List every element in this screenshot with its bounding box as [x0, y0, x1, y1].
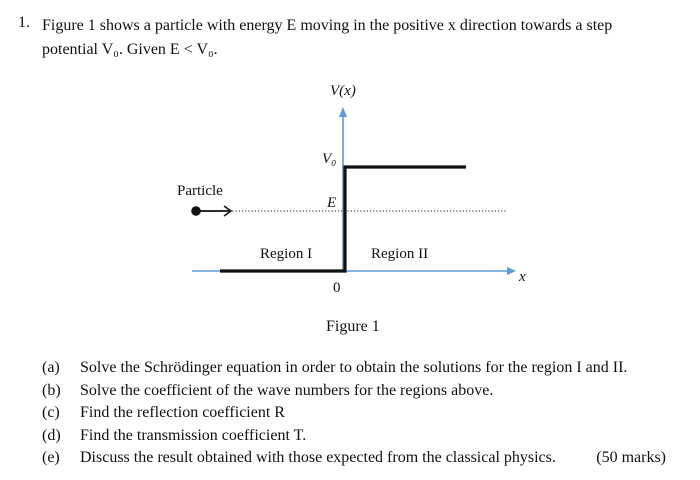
- particle-label: Particle: [177, 183, 223, 199]
- question-part-d: [42, 425, 682, 448]
- energy-label: E: [327, 195, 337, 211]
- question-part-a: [42, 357, 682, 380]
- question-part-c: [42, 402, 682, 425]
- question-parts-list: [42, 357, 682, 470]
- question-part-b: [42, 380, 682, 403]
- origin-label: 0: [333, 280, 341, 296]
- part-c-label: (c): [42, 404, 60, 421]
- part-e-text: Discuss the result obtained with those expected from the classical physics.: [80, 449, 556, 466]
- region-1-label: Region I: [260, 246, 313, 262]
- region-2-label: Region II: [371, 246, 429, 262]
- y-axis-label: V(x): [330, 83, 356, 99]
- part-d-text: Find the transmission coefficient T.: [80, 426, 307, 444]
- question-stem-line-2: potential V₀. Given E < V₀.: [42, 41, 218, 58]
- part-e-label: (e): [42, 449, 60, 466]
- part-c-text: Find the reflection coefficient R: [80, 404, 285, 421]
- question-stem-line-1: Figure 1 shows a particle with energy E moving in the positive x direction towards a step: [42, 17, 613, 34]
- part-b-text: Solve the coefficient of the wave numbers for the regions above.: [80, 381, 494, 399]
- v0-label: V₀: [322, 151, 337, 167]
- x-axis-arrowhead: [507, 267, 516, 275]
- figure-caption: Figure 1: [326, 318, 380, 335]
- marks-label: (50 marks): [596, 449, 666, 466]
- question-part-e: [42, 447, 682, 470]
- part-d-label: (d): [42, 426, 61, 444]
- part-a-label: (a): [42, 359, 60, 376]
- part-b-label: (b): [42, 381, 61, 399]
- question-number: 1.: [18, 14, 30, 31]
- part-a-text: Solve the Schrödinger equation in order to obtain the solutions for the region I and II.: [80, 359, 628, 376]
- x-axis-label: x: [519, 269, 526, 285]
- y-axis-arrowhead: [339, 107, 347, 117]
